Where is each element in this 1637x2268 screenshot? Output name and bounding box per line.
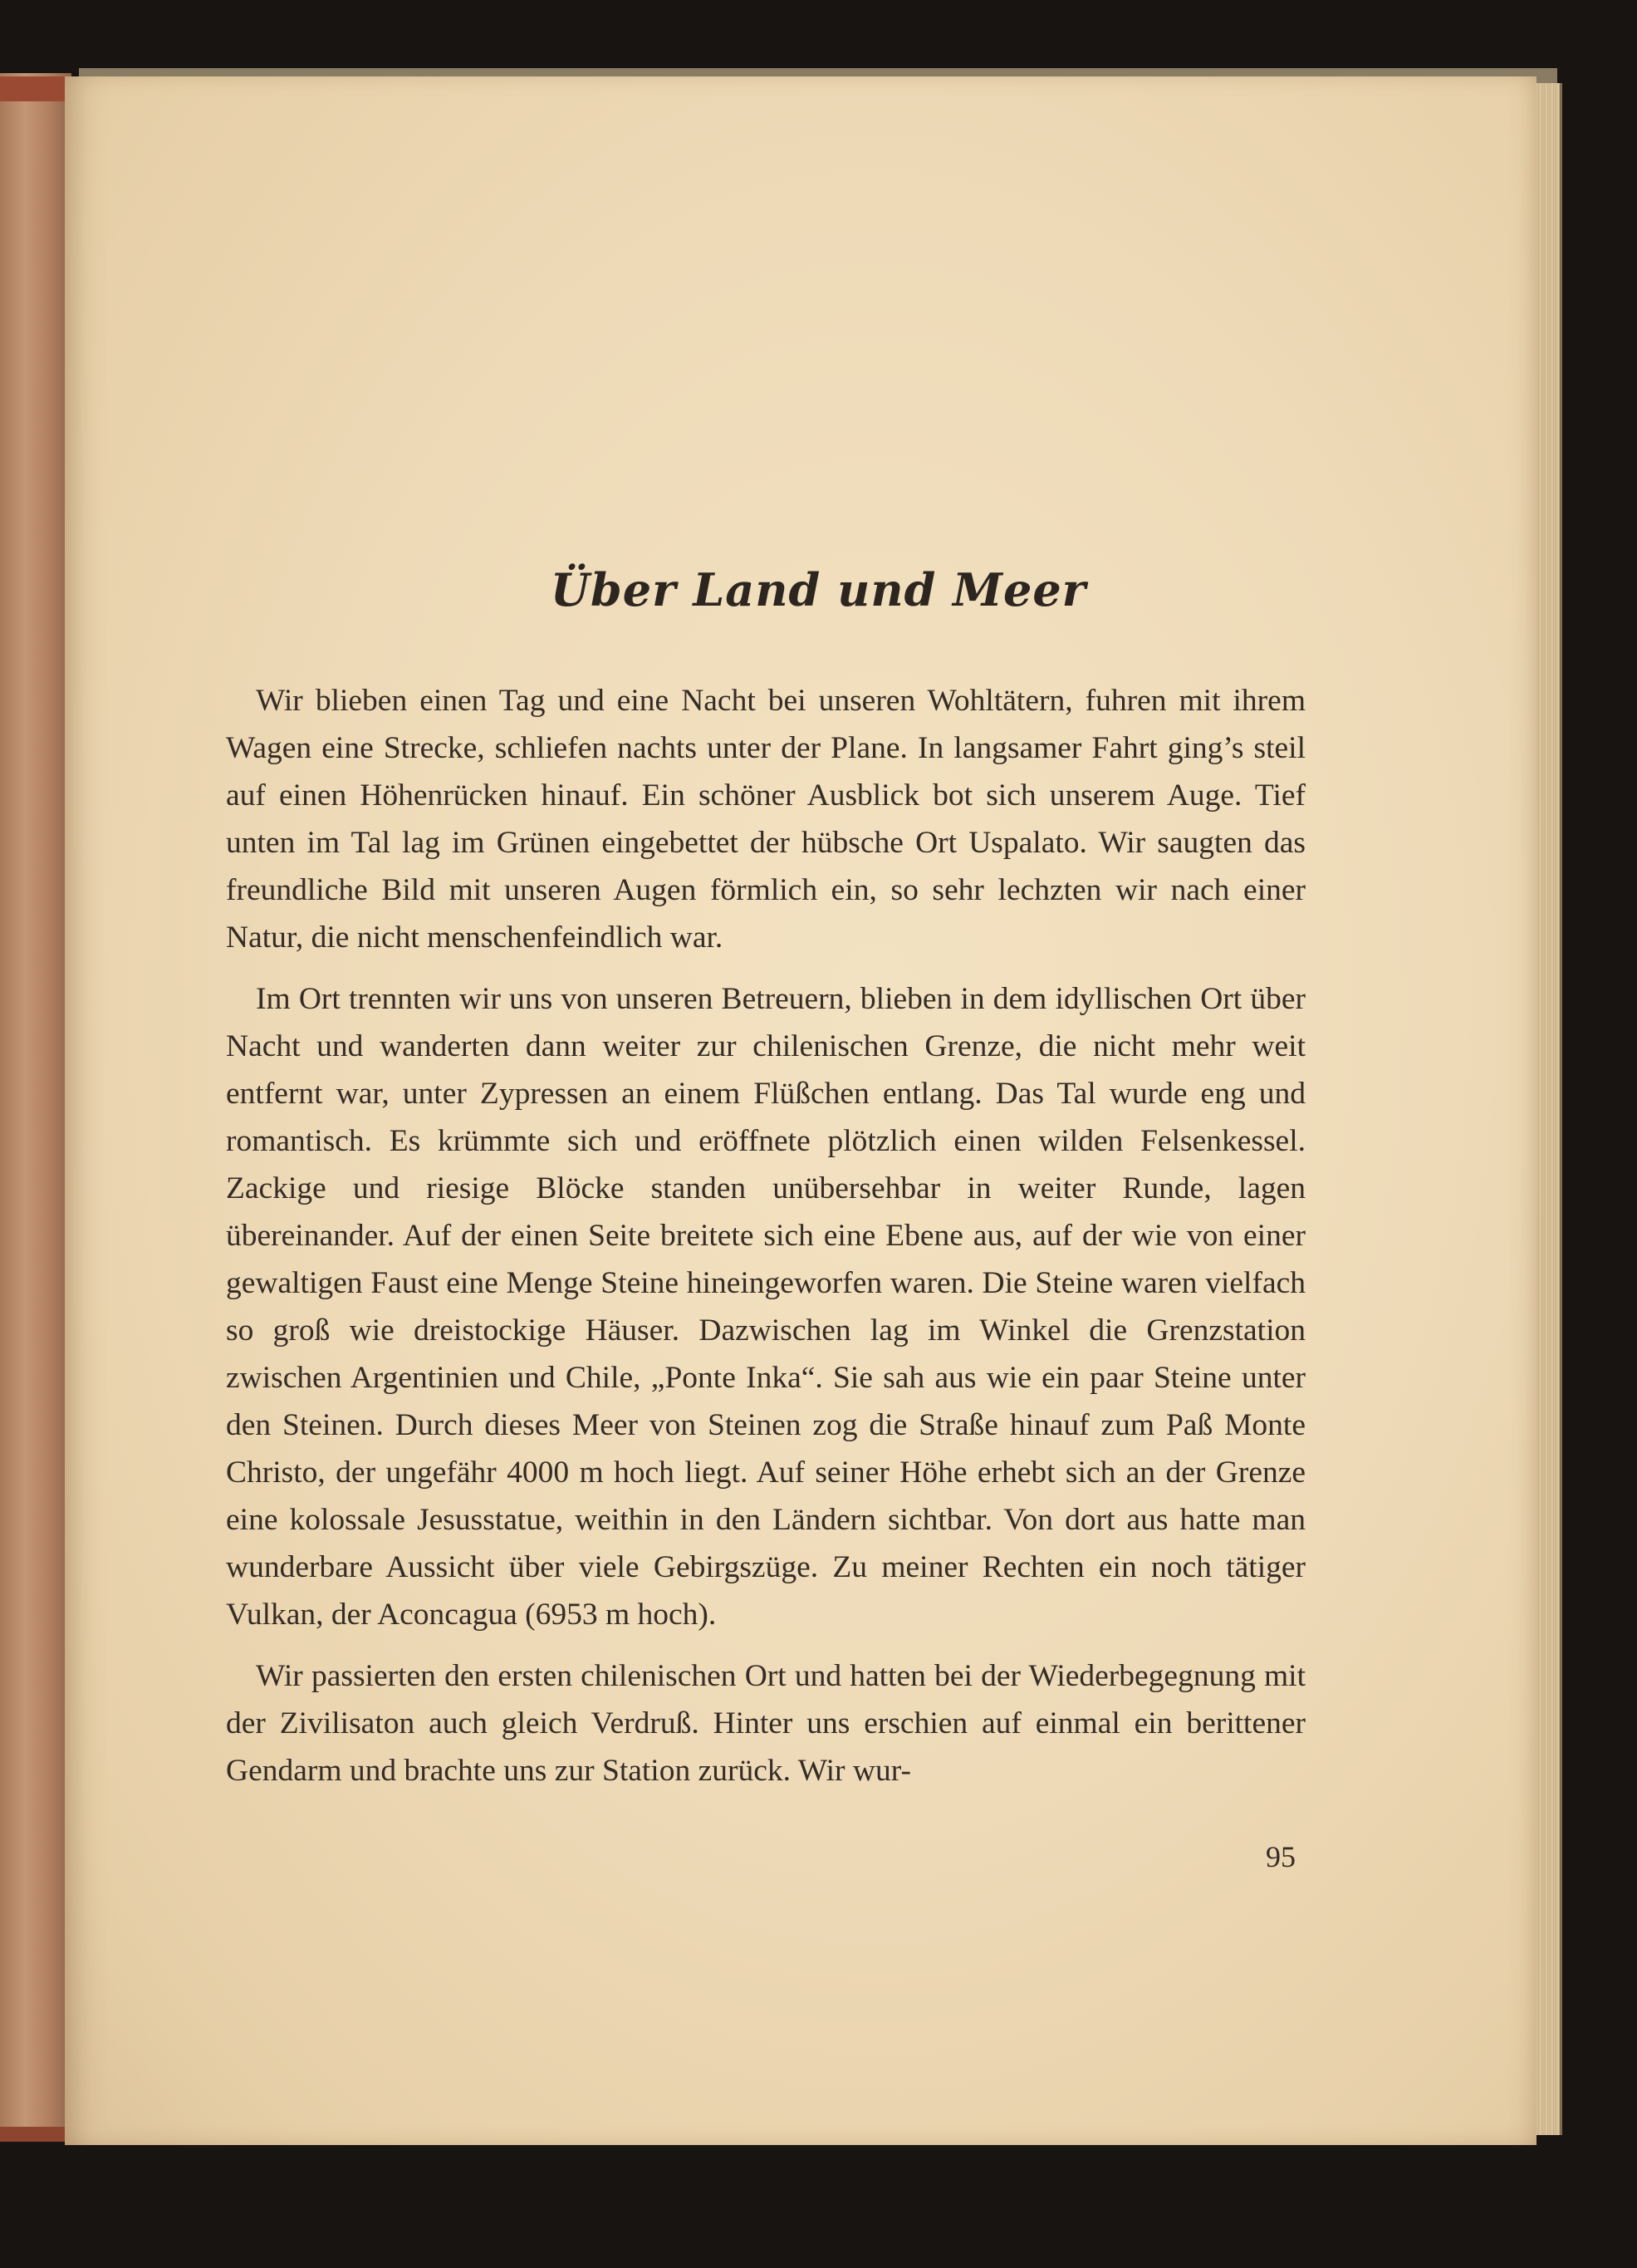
- body-text: [226, 677, 1306, 1809]
- paragraph-2: Im Ort trennten wir uns von unseren Betreuern, blieben in dem idyllischen Ort über Nacht und wanderten dann weiter zur chilenischen Grenze, die nicht mehr weit entfernt war, unter Zypressen an einem Flüßchen entlang. Das Tal wurde eng und romantisch. Es krümmte sich und eröffnete plötzlich einen wilden Felsenkessel. Zackige und riesige Blöcke standen unübersehbar in weiter Runde, lagen übereinander. Auf der einen Seite breitete sich eine Ebene aus, auf der wie von einer gewaltigen Faust eine Menge Steine hineingeworfen waren. Die Steine waren vielfach so groß wie dreistockige Häuser. Dazwischen lag im Winkel die Grenzstation zwischen Argentinien und Chile, „Ponte Inka“. Sie sah aus wie ein paar Steine unter den Steinen. Durch dieses Meer von Steinen zog die Straße hinauf zum Paß Monte Christo, der ungefähr 4000 m hoch liegt. Auf seiner Höhe erhebt sich an der Grenze eine kolossale Jesusstatue, weithin in den Ländern sichtbar. Von dort aus hatte man wunderbare Aussicht über viele Gebirgszüge. Zu meiner Rechten ein noch tätiger Vulkan, der Aconcagua (6953 m hoch).: [226, 982, 1306, 1632]
- chapter-title: Über Land und Meer: [550, 563, 1087, 616]
- paragraph-1: Wir blieben einen Tag und eine Nacht bei unseren Wohltätern, fuhren mit ihrem Wagen eine Strecke, schliefen nachts unter der Plane. In langsamer Fahrt ging’s steil auf einen Höhenrücken hinauf. Ein schöner Ausblick bot sich unserem Auge. Tief unten im Tal lag im Grünen eingebettet der hübsche Ort Uspalato. Wir saugten das freundliche Bild mit unseren Augen förmlich ein, so sehr lechzten wir nach einer Natur, die nicht menschenfeindlich war.: [226, 684, 1306, 955]
- page-number: 95: [1266, 1840, 1296, 1873]
- page-block-edge: [1537, 83, 1562, 2135]
- paragraph-3: Wir passierten den ersten chilenischen Ort und hatten bei der Wiederbegegnung mit der Zivilisaton auch gleich Verdruß. Hinter uns erschien auf einmal ein berittener Gendarm und brachte uns zur Station zurück. Wir wur-: [226, 1659, 1306, 1788]
- facing-page-edge: [0, 73, 71, 2142]
